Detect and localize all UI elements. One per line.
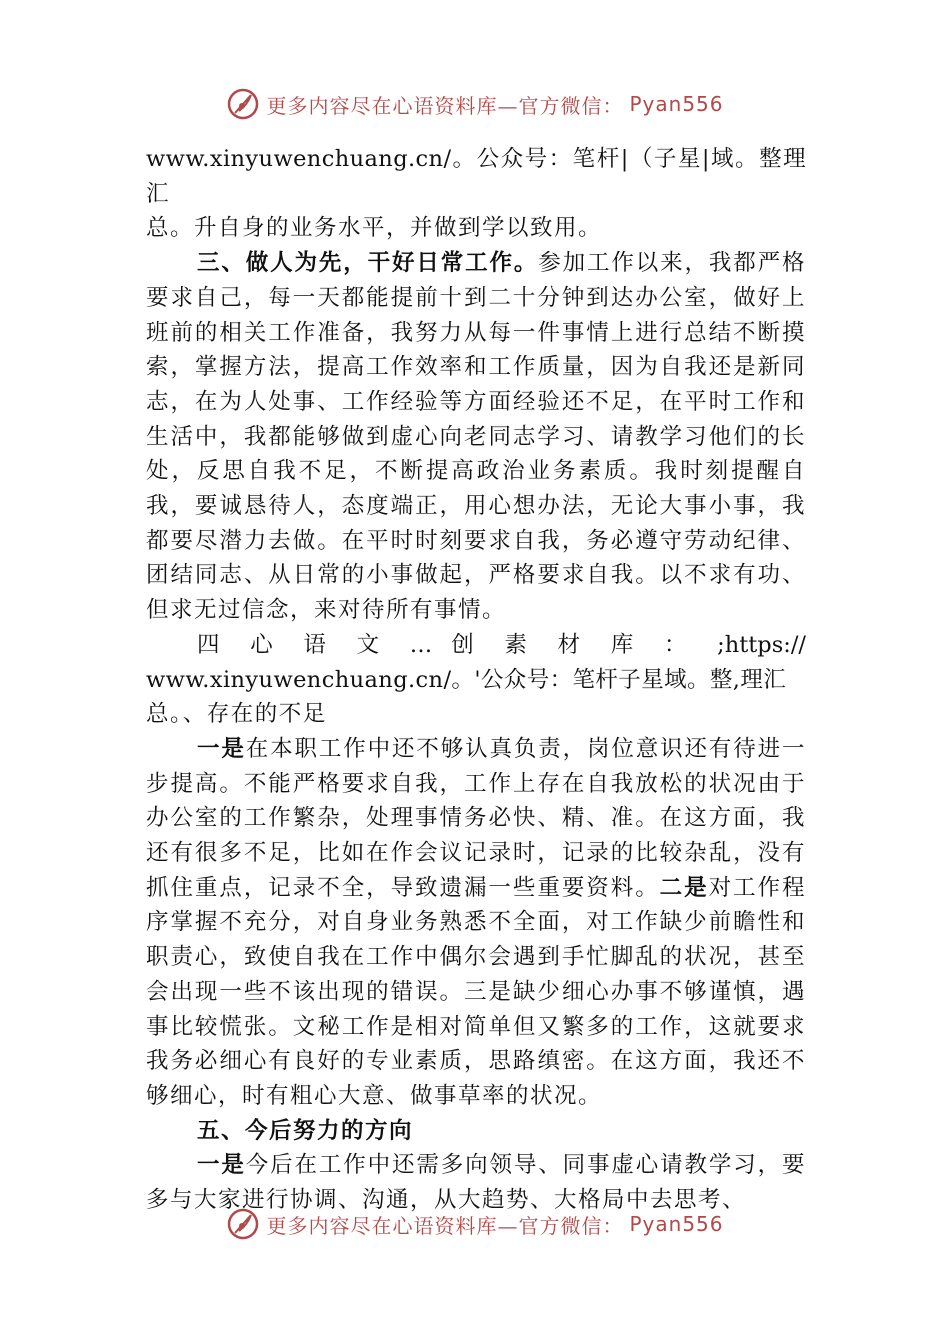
paragraph-2 bbox=[146, 246, 806, 628]
footer-wechat-id: Pyan556 bbox=[629, 1212, 724, 1236]
footer-banner-text: 更多内容尽在心语资料库—官方微信： bbox=[266, 1213, 624, 1238]
paragraph-1-line-1: www.xinyuwenchuang.cn/。公众号：笔杆|（子星|域。整理汇 bbox=[146, 146, 806, 207]
paragraph-4 bbox=[146, 732, 806, 1114]
paragraph-3-spread-line: 四 心 语 文 … 创 素 材 库 ： ;https:// bbox=[197, 631, 806, 658]
paragraph-2-body: 参加工作以来，我都严格要求自己，每一天都能提前十到二十分钟到达办公室，做好上班前的相关工作准备，我努力从每一件事情上进行总结不断摸索，掌握方法，提高工作效率和工作质量，因为自我还是新同志，在为人处事、工作经验等方面经验还不足，在平时工作和生活中，我都能够做到虚心向老同志学习、请教学习他们的长处，反思自我不足，不断提高政治业务素质。我时刻提醒自我，要诚恳待人，态度端正，用心想办法，无论大事小事，我都要尽潜力去做。在平时时刻要求自我，务必遵守劳动纪律、团结同志、从日常的小事做起，严格要求自我。以不求有功、但求无过信念，来对待所有事情。 bbox=[146, 250, 806, 624]
paragraph-6-body: 今后在工作中还需多向领导、同事虚心请教学习，要多与大家进行协调、沟通，从大趋势、大格局中去思考、 bbox=[146, 1152, 806, 1214]
paragraph-3-line-3: 总。、存在的不足 bbox=[146, 701, 327, 728]
paragraph-3 bbox=[146, 628, 806, 732]
header-wechat-id: Pyan556 bbox=[629, 92, 724, 116]
paragraph-4-body: 在本职工作中还不够认真负责，岗位意识还有待进一步提高。不能严格要求自我，工作上存在自我放松的状况由于办公室的工作繁杂，处理事情务必快、精、准。在这方面，我还有很多不足，比如在作会议记录时，记录的比较杂乱，没有抓住重点，记录不全，导致遗漏一些重要资料。 bbox=[146, 735, 806, 901]
lead-one: 一是 bbox=[197, 735, 246, 762]
quill-logo-icon bbox=[226, 87, 260, 121]
quill-logo-icon bbox=[226, 1207, 260, 1241]
header-banner-text: 更多内容尽在心语资料库—官方微信： bbox=[266, 93, 624, 118]
section-heading-5: 五、今后努力的方向 bbox=[197, 1117, 414, 1144]
document-body bbox=[146, 142, 806, 1218]
lead-one-future: 一是 bbox=[197, 1152, 246, 1179]
paragraph-1-line-2: 总。升自身的业务水平，并做到学以致用。 bbox=[146, 215, 603, 242]
paragraph-4-body-2: 对工作程序掌握不充分，对自身业务熟悉不全面，对工作缺少前瞻性和职责心，致使自我在工作中偶尔会遇到手忙脚乱的状况，甚至会出现一些不该出现的错误。三是缺少细心办事不够谨慎，遇事比较慌张。文秘工作是相对简单但又繁多的工作，这就要求我务必细心有良好的专业素质，思路缜密。在这方面，我还不够细心，时有粗心大意、做事草率的状况。 bbox=[146, 874, 806, 1109]
page-header-banner bbox=[0, 84, 950, 124]
page-footer-banner bbox=[0, 1206, 950, 1242]
lead-two: 二是 bbox=[659, 874, 709, 901]
section-heading-3: 三、做人为先，干好日常工作。 bbox=[197, 250, 539, 277]
paragraph-3-line-2: www.xinyuwenchuang.cn/。'公众号：笔杆子星域。整,理汇 bbox=[146, 666, 787, 693]
paragraph-1 bbox=[146, 142, 806, 246]
